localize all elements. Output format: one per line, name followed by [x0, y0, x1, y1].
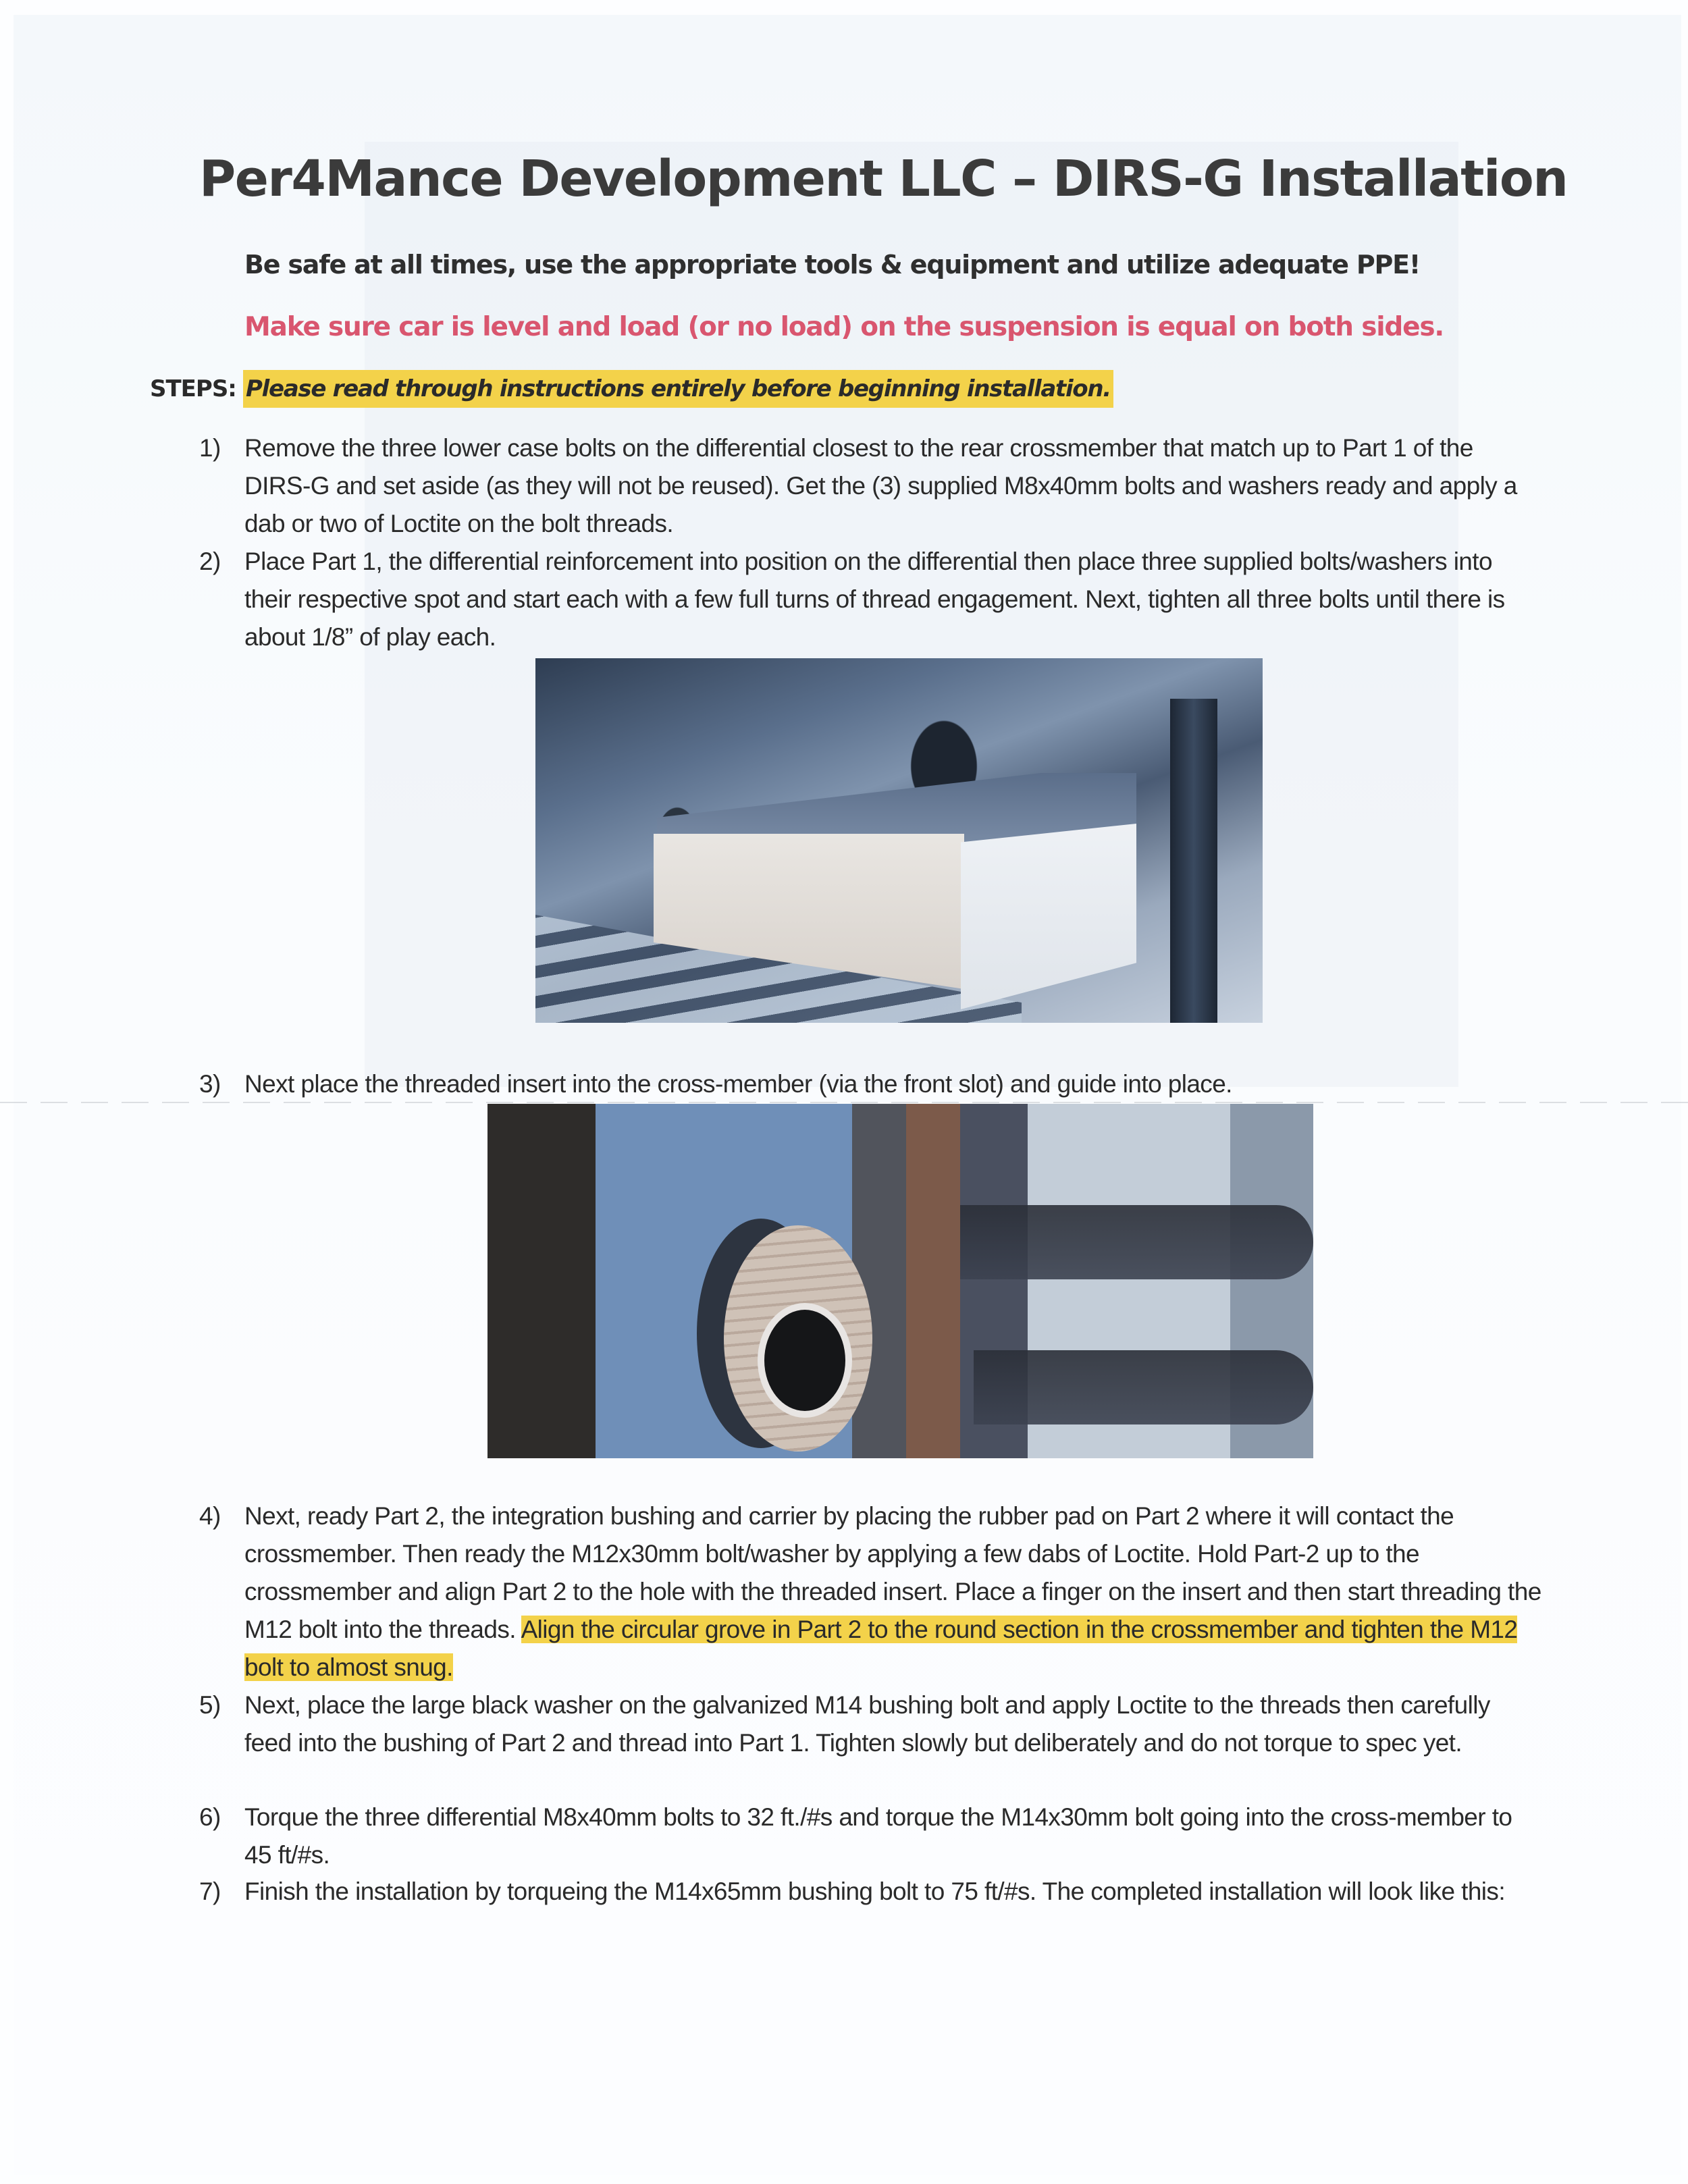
steps-label: STEPS:	[150, 375, 236, 402]
steps-read-first-note: Please read through instructions entirely before beginning installation.	[243, 370, 1113, 408]
document-title: Per4Mance Development LLC – DIRS-G Installation	[199, 150, 1568, 208]
safety-notice: Be safe at all times, use the appropriate tools & equipment and utilize adequate PPE!	[244, 250, 1421, 279]
step-6	[199, 1799, 1543, 1874]
step-3	[199, 1065, 1543, 1103]
step-text: Place Part 1, the differential reinforcement into position on the differential then place three supplied bolts/washers into their respective spot and start each with a few full turns of thread engagement. Next, tighten all three bolts until there is about 1/8” of play each.	[244, 548, 1505, 651]
step-number: 4)	[199, 1502, 221, 1530]
crossmember-shadow	[960, 1205, 1313, 1279]
differential-reinforcement-photo	[535, 658, 1263, 1023]
highlighted-instruction: Align the circular grove in Part 2 to the round section in the crossmember and tighten the M12 bolt to almost snug.	[244, 1616, 1518, 1681]
step-number: 6)	[199, 1803, 221, 1831]
crossmember-shadow	[974, 1350, 1313, 1424]
step-text: Finish the installation by torqueing the M14x65mm bushing bolt to 75 ft/#s. The completed installation will look like this:	[244, 1877, 1506, 1905]
insert-bolt-hole	[764, 1310, 845, 1411]
step-text: Remove the three lower case bolts on the differential closest to the rear crossmember that match up to Part 1 of the DIRS-G and set aside (as they will not be reused). Get the (3) supplied M8x40mm bolts and washers ready and apply a dab or two of Loctite on the bolt threads.	[244, 434, 1517, 537]
step-text	[244, 1497, 1543, 1686]
step-number: 7)	[199, 1877, 221, 1905]
level-warning: Make sure car is level and load (or no load) on the suspension is equal on both sides.	[244, 312, 1444, 342]
part1-bracket-side	[961, 824, 1136, 1009]
step-number: 2)	[199, 548, 221, 575]
step-text: Torque the three differential M8x40mm bolts to 32 ft./#s and torque the M14x30mm bolt going into the cross-member to 45 ft/#s.	[244, 1803, 1512, 1869]
step-7	[199, 1873, 1543, 1911]
threaded-insert-photo	[487, 1104, 1313, 1458]
step-number: 3)	[199, 1070, 221, 1098]
step-2	[199, 543, 1543, 656]
step-1	[199, 429, 1543, 543]
crossmember-post	[1170, 699, 1217, 1023]
step-text-plain: Next, ready Part 2, the integration bushing and carrier by placing the rubber pad on Part 2 where it will contact the crossmember. Then ready the M12x30mm bolt/washer by applying a few dabs of Loctite. Hold Part-2 up to the crossmember and align Part 2 to the hole with the threaded insert. Place a finger on the insert and then start threading the M12 bolt into the threads.	[244, 1502, 1541, 1643]
step-text: Next, place the large black washer on the galvanized M14 bushing bolt and apply Loctite to the threads then carefully feed into the bushing of Part 2 and thread into Part 1. Tighten slowly but deliberately and do not torque to spec yet.	[244, 1691, 1490, 1757]
step-number: 5)	[199, 1691, 221, 1719]
step-number: 1)	[199, 434, 221, 462]
step-text: Next place the threaded insert into the cross-member (via the front slot) and guide into place.	[244, 1070, 1232, 1098]
step-4	[199, 1497, 1543, 1686]
step-5	[199, 1686, 1543, 1762]
